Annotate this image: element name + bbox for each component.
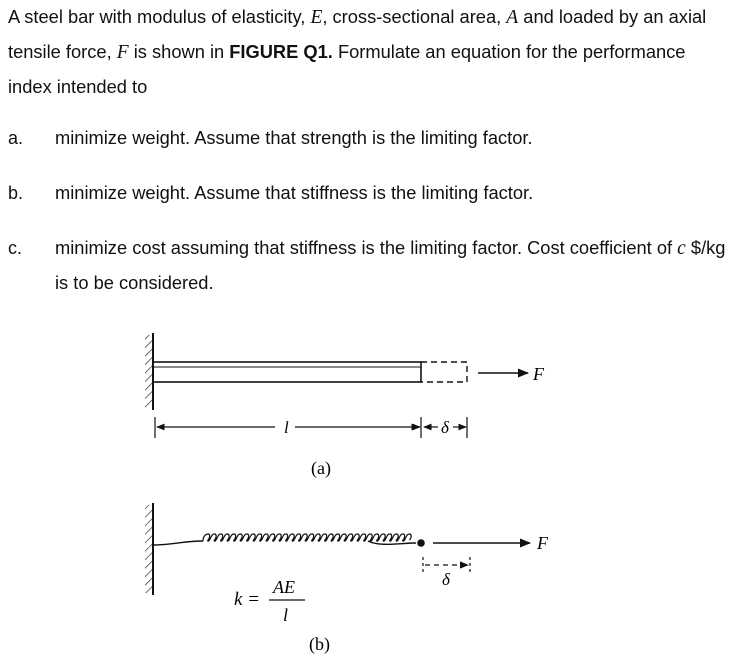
intro-text-3: and loaded by an axial tensile force, bbox=[8, 6, 707, 62]
intro-text-5: Formulate an equation for the performance index intended to bbox=[8, 41, 686, 97]
k-label: k = bbox=[234, 589, 261, 610]
var-A: A bbox=[506, 7, 519, 28]
steel-bar bbox=[153, 362, 421, 382]
spring-lead-right bbox=[368, 541, 416, 544]
caption-b: (b) bbox=[309, 634, 330, 654]
var-F: F bbox=[116, 42, 129, 63]
delta-label-b: δ bbox=[442, 570, 450, 589]
k-numerator: AE bbox=[273, 577, 295, 597]
var-E: E bbox=[310, 7, 323, 28]
spring-lead-left bbox=[153, 541, 203, 545]
k-denominator: l bbox=[283, 605, 289, 625]
figure-reference: FIGURE Q1. bbox=[229, 41, 333, 62]
question-c-letter: c. bbox=[8, 238, 23, 258]
length-label: l bbox=[284, 418, 289, 437]
force-label-b: F bbox=[537, 533, 548, 553]
intro-text-4: is shown in bbox=[128, 41, 230, 62]
wall-hatch-a bbox=[145, 335, 153, 408]
intro-text-2: , cross-sectional area, bbox=[322, 6, 507, 27]
question-a-text: minimize weight. Assume that strength is the limiting factor. bbox=[55, 127, 533, 148]
spring-end-node bbox=[417, 539, 425, 547]
wall-hatch-b bbox=[145, 505, 153, 593]
intro-text-1: A steel bar with modulus of elasticity, bbox=[8, 6, 311, 27]
figure-b bbox=[145, 503, 549, 655]
var-c: c bbox=[677, 238, 686, 259]
extended-bar-dashed bbox=[421, 362, 467, 382]
figure-a bbox=[145, 333, 545, 479]
question-a-letter: a. bbox=[8, 128, 24, 148]
delta-label-a: δ bbox=[441, 418, 449, 437]
question-b-letter: b. bbox=[8, 183, 24, 203]
force-label-a: F bbox=[533, 364, 544, 384]
caption-a: (a) bbox=[311, 458, 331, 478]
question-b-text: minimize weight. Assume that stiffness is the limiting factor. bbox=[55, 182, 534, 203]
question-c-text-1: minimize cost assuming that stiffness is the limiting factor. Cost coefficient of bbox=[55, 237, 678, 258]
spring-coils bbox=[203, 534, 411, 541]
question-c-text-2: $/kg is to be considered. bbox=[55, 237, 726, 293]
